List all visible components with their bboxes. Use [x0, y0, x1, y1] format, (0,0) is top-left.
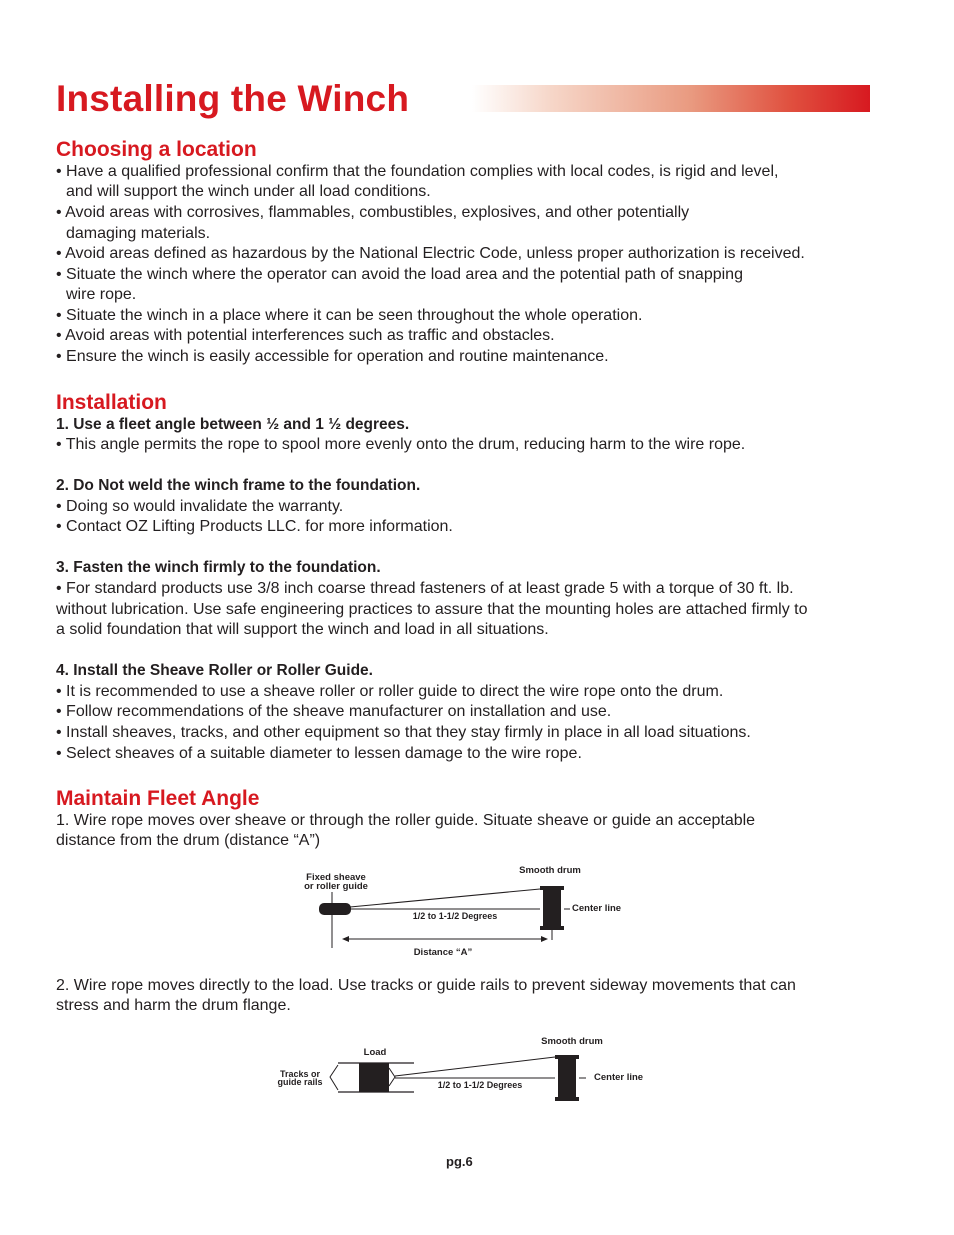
tracks-label: Tracks or	[279, 1069, 321, 1079]
title-gradient-bar	[472, 85, 870, 112]
center-line-label: Center line	[572, 903, 622, 914]
step-title: 2. Do Not weld the winch frame to the foundation.	[56, 477, 421, 494]
step-title: 3. Fasten the winch firmly to the foundation.	[56, 559, 381, 576]
fleet-paragraph-line: stress and harm the drum flange.	[56, 997, 291, 1014]
distance-arrow-left	[342, 936, 349, 942]
location-line: • Avoid areas with corrosives, flammables, combustibles, explosives, and other potentially	[56, 204, 690, 221]
center-line-label: Center line	[594, 1072, 644, 1083]
drum-flange-top	[555, 1055, 579, 1059]
location-line: • Situate the winch where the operator can avoid the load area and the potential path of snapping	[56, 266, 743, 283]
drum-flange-bottom	[540, 926, 564, 930]
step-line: • It is recommended to use a sheave roller or roller guide to direct the wire rope onto the drum.	[56, 683, 724, 700]
sheave-diagram-svg	[290, 858, 650, 968]
step-line: • Follow recommendations of the sheave manufacturer on installation and use.	[56, 703, 612, 720]
section-heading-location: Choosing a location	[56, 138, 257, 161]
fleet-paragraph-line: 1. Wire rope moves over sheave or through the roller guide. Situate sheave or guide an acceptable	[56, 812, 756, 829]
step-line: • For standard products use 3/8 inch coarse thread fasteners of at least grade 5 with a torque of 30 ft. lb.	[56, 580, 794, 597]
drum-flange-bottom	[555, 1097, 579, 1101]
step-line: • This angle permits the rope to spool more evenly onto the drum, reducing harm to the wire rope.	[56, 436, 746, 453]
step-line: • Doing so would invalidate the warranty.	[56, 498, 344, 515]
step-title: 4. Install the Sheave Roller or Roller Guide.	[56, 662, 373, 679]
step-line: • Install sheaves, tracks, and other equipment so that they stay firmly in place in all load situations.	[56, 724, 751, 741]
location-line: • Situate the winch in a place where it can be seen throughout the whole operation.	[56, 307, 643, 324]
sheave-label: Fixed sheave	[306, 872, 366, 883]
section-heading-fleet-angle: Maintain Fleet Angle	[56, 787, 260, 810]
location-line: damaging materials.	[66, 225, 211, 242]
angle-label: 1/2 to 1-1/2 Degrees	[437, 1080, 523, 1090]
distance-arrow-right	[541, 936, 548, 942]
location-line: and will support the winch under all load conditions.	[66, 183, 431, 200]
title-row	[56, 76, 870, 122]
location-line: • Avoid areas defined as hazardous by the National Electric Code, unless proper authorization is received.	[56, 245, 805, 262]
step-line: without lubrication. Use safe engineering practices to assure that the mounting holes are attached firmly to	[56, 601, 808, 618]
tracks-label: guide rails	[277, 1077, 323, 1087]
drum-label: Smooth drum	[519, 865, 581, 876]
page-number: pg.6	[446, 1154, 473, 1169]
fleet-angle-diagram-load	[268, 1030, 668, 1110]
location-line: wire rope.	[66, 286, 137, 303]
drum-label: Smooth drum	[541, 1036, 603, 1047]
angle-label: 1/2 to 1-1/2 Degrees	[412, 911, 498, 921]
step-line: • Contact OZ Lifting Products LLC. for more information.	[56, 518, 453, 535]
fleet-paragraph-line: distance from the drum (distance “A”)	[56, 832, 321, 849]
drum-flange-top	[540, 886, 564, 890]
section-heading-installation: Installation	[56, 391, 167, 414]
load-label: Load	[363, 1047, 387, 1058]
step-line: a solid foundation that will support the winch and load in all situations.	[56, 621, 549, 638]
step-line: • Select sheaves of a suitable diameter to lessen damage to the wire rope.	[56, 745, 582, 762]
guide-pointer	[330, 1065, 338, 1090]
step-title: 1. Use a fleet angle between ½ and 1 ½ degrees.	[56, 416, 410, 433]
fleet-angle-diagram-sheave	[290, 858, 650, 968]
location-line: • Ensure the winch is easily accessible for operation and routine maintenance.	[56, 348, 609, 365]
rope-line-top	[395, 1057, 555, 1076]
page-title: Installing the Winch	[56, 78, 410, 119]
sheave-label: or roller guide	[304, 881, 368, 892]
load-diagram-svg	[268, 1030, 668, 1110]
location-line: • Avoid areas with potential interferences such as traffic and obstacles.	[56, 327, 555, 344]
drum-body	[558, 1059, 576, 1097]
fleet-paragraph-line: 2. Wire rope moves directly to the load. Use tracks or guide rails to prevent sideway movements that can	[56, 977, 796, 994]
location-line: • Have a qualified professional confirm that the foundation complies with local codes, is rigid and level,	[56, 163, 779, 180]
drum-body	[543, 890, 561, 926]
load-hook	[389, 1068, 395, 1086]
distance-label: Distance “A”	[413, 947, 473, 958]
sheave-roller	[319, 903, 351, 915]
load-block	[359, 1063, 389, 1092]
rope-line-top	[350, 889, 540, 907]
